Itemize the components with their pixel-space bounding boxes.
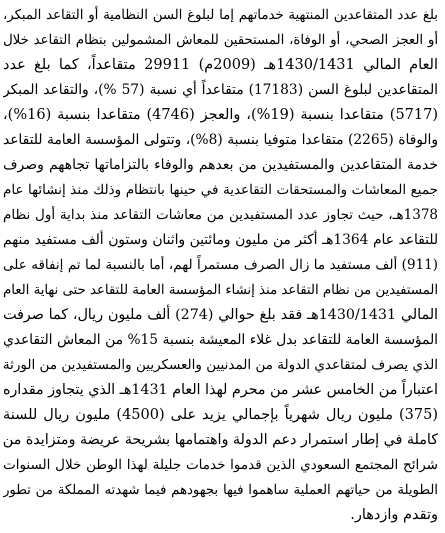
text-line: كاملة في إطار استمرار دعم الدولة واهتمامها بشريحة عريضة ومتزايدة من (3, 432, 438, 448)
text-line: وتقدم وازدهار. (350, 507, 438, 523)
text-line: (5717) متقاعدا بنسبة (19%)، والعجز (4746) متقاعدا بنسبة (16%)، (3, 107, 438, 123)
text-line: شرائح المجتمع السعودي الذين قدموا خدمات جليلة لهذا الوطن خلال السنوات (3, 457, 438, 473)
text-line: خدمة المتقاعدين والمستفيدين من بعدهم والوفاء بالتزاماتها تجاههم وصرف (3, 157, 438, 173)
text-line: والوفاة (2265) متقاعدا متوفيا بنسبة (8%)، وتتولى المؤسسة العامة للتقاعد (3, 132, 438, 148)
text-line: جميع المعاشات والمستحقات التقاعدية في حينها بانتظام وذلك منذ إنشائها عام (3, 182, 438, 198)
text-line: المالي 1430/1431هـ فقد بلغ حوالي (274) ألف مليون ريال، كما صرفت (3, 307, 438, 323)
text-line: اعتباراً من الخامس عشر من محرم لهذا العام 1431هـ الذي يتجاوز مقداره (3, 382, 438, 398)
text-line: الطويلة من حياتهم العملية ساهموا فيها بجهودهم فيما شهدته المملكة من تطور (3, 483, 438, 498)
text-line: (911) ألف مستفيد ما زال الصرف مستمراً لهم، أما بالنسبة لما تم إنفاقه على (3, 257, 438, 273)
text-line: (375) مليون ريال شهرياً بإجمالي يزيد على (4500) مليون ريال للسنة (3, 407, 438, 423)
text-line: العام المالي 1430/1431هـ (2009م) 29911 متقاعداً، كما بلغ عدد (3, 57, 438, 73)
text-line: أو العجز الصحي، أو الوفاة، المستحقين للمعاش المشمولين بنظام التقاعد خلال (3, 33, 438, 48)
article-paragraph (3, 3, 438, 528)
text-line: المستفيدين من نظام التقاعد منذ إنشاء المؤسسة العامة للتقاعد حتى نهاية العام (3, 283, 438, 298)
text-line: المتقاعدين لبلوغ السن (17183) متقاعداً أي نسبة (57 %)، والتقاعد المبكر (3, 82, 438, 98)
text-line: بلغ عدد المتقاعدين المنتهية خدماتهم إما لبلوغ السن النظامية أو التقاعد المبكر، (3, 8, 438, 23)
text-line: 1378هـ، حيث تجاوز عدد المستفيدين من معاشات التقاعد منذ بداية أول نظام (3, 207, 438, 223)
text-line: للتقاعد عام 1364هـ أكثر من مليون ومائتين واثنان وستون ألف مستفيد منهم (3, 232, 438, 248)
text-line: الذي يصرف لمتقاعدي الدولة من المدنيين والعسكريين والمستفيدين من الورثة (3, 357, 438, 373)
text-line: المؤسسة العامة للتقاعد بدل غلاء المعيشة بنسبة 15% من المعاش التقاعدي (3, 332, 438, 348)
